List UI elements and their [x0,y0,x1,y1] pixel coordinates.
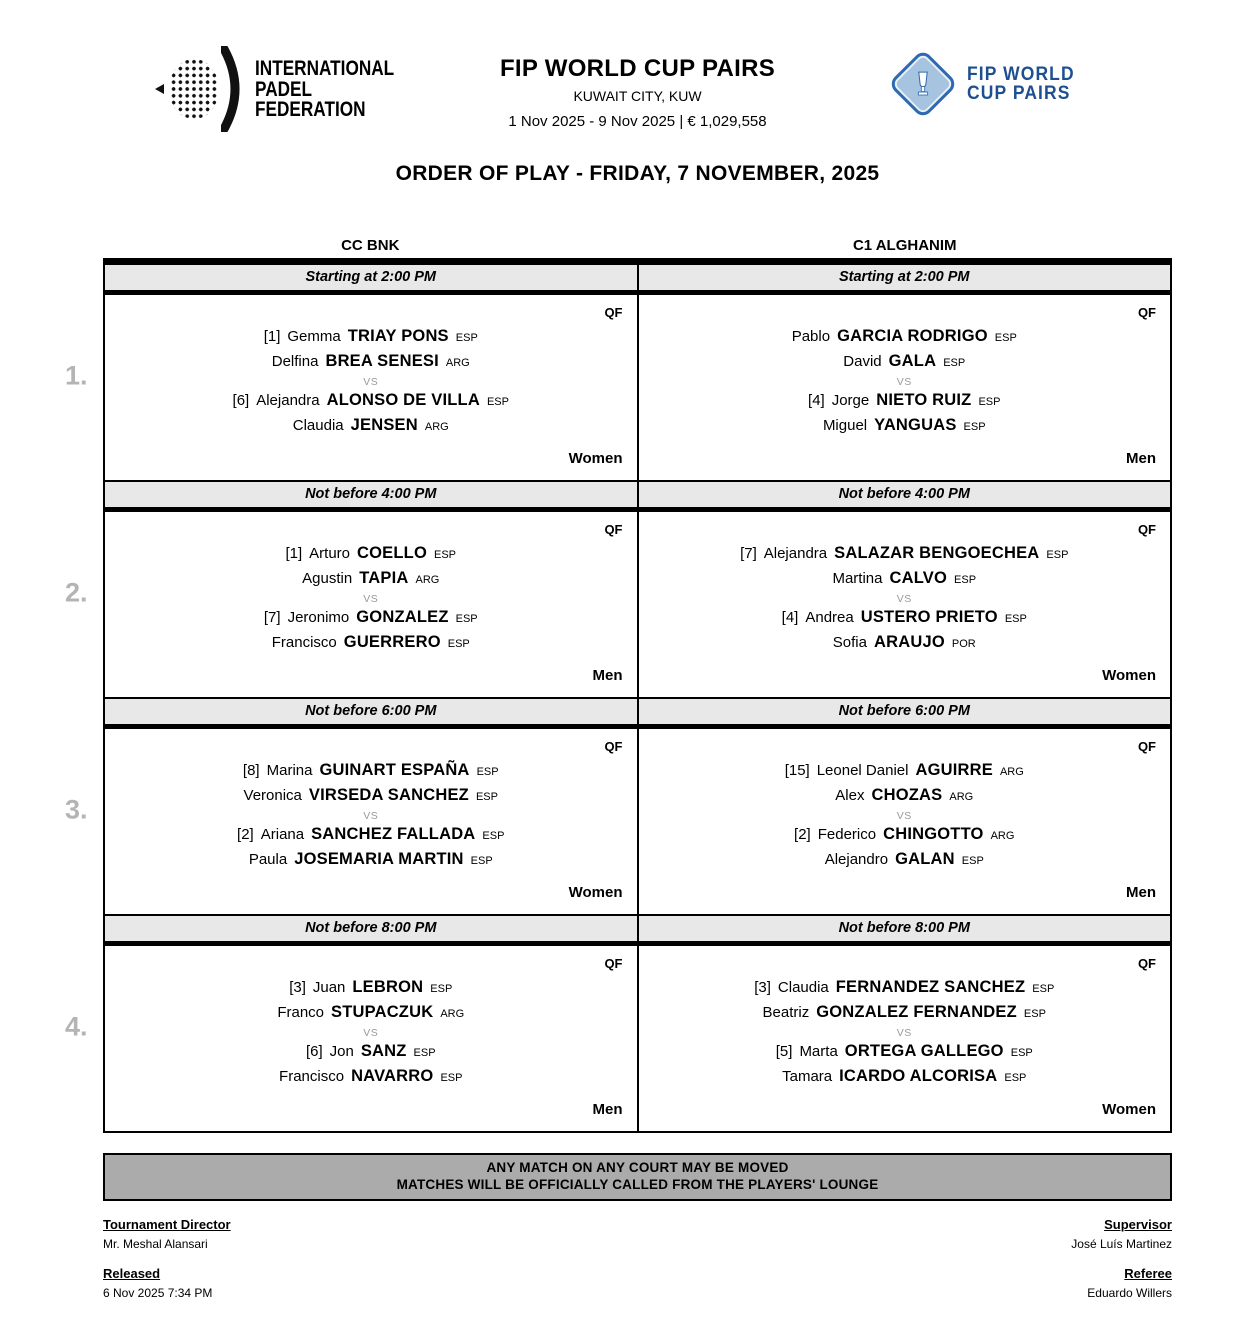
first-name: Marina [266,762,313,779]
category-label: Men [1126,884,1156,901]
last-name: JENSEN [350,416,418,434]
teams [105,748,637,884]
player-line [105,567,637,592]
player-line [105,1040,637,1065]
footer-right [1071,1217,1172,1315]
court-name-left: CC BNK [341,237,400,254]
seed: [7] [740,545,757,562]
vs-label: VS [896,810,912,822]
last-name: COELLO [357,544,427,562]
player-line [105,350,637,375]
last-name: GALAN [895,850,955,868]
time-band [105,480,1170,512]
country-code: ESP [963,421,986,433]
referee-label: Referee [1124,1266,1172,1281]
seed: [2] [794,826,811,843]
country-code: ARG [440,1008,465,1020]
teams [639,748,1171,884]
first-name: Andrea [805,609,854,626]
seed: [7] [263,609,281,626]
last-name: CHOZAS [871,786,943,804]
last-name: JOSEMARIA MARTIN [294,850,464,868]
last-name: VIRSEDA SANCHEZ [308,786,469,804]
country-code: ESP [475,791,498,803]
org-line: FEDERATION [255,97,366,122]
time-label: Not before 8:00 PM [637,916,1171,941]
org-line: PADEL [255,76,313,101]
country-code: POR [951,638,976,650]
first-name: Marta [799,1043,838,1060]
last-name: CHINGOTTO [883,825,984,843]
vs-label: VS [363,376,379,388]
player-line [105,976,637,1001]
last-name: YANGUAS [874,416,957,434]
player-line [639,567,1171,592]
player-line [105,414,637,439]
seed: [6] [305,1043,323,1060]
country-code: ESP [961,855,984,867]
notice-line: ANY MATCH ON ANY COURT MAY BE MOVED [486,1160,789,1175]
seed: [5] [775,1043,793,1060]
country-code: ESP [440,1072,463,1084]
round-label: QF [604,956,623,971]
seed: [1] [285,545,303,562]
last-name: AGUIRRE [915,761,993,779]
notice-bar [103,1153,1172,1201]
first-name: Arturo [309,545,351,562]
match-cell [637,946,1171,1131]
event-logo [891,52,1084,116]
first-name: Franco [277,1004,324,1021]
player-line [105,606,637,631]
tournament-location: KUWAIT CITY, KUW [573,88,702,104]
player-line [639,1040,1171,1065]
supervisor-label: Supervisor [1104,1217,1172,1232]
released-datetime: 6 Nov 2025 7:34 PM [103,1286,213,1300]
round-label: QF [1137,956,1156,971]
first-name: Beatriz [762,1004,810,1021]
player-line [105,1065,637,1090]
event-logo-text [967,65,1075,103]
last-name: ORTEGA GALLEGO [844,1042,1004,1060]
round-label: QF [1137,522,1156,537]
category-label: Men [1126,450,1156,467]
last-name: TAPIA [359,569,409,587]
released-label: Released [103,1266,161,1281]
time-label: Starting at 2:00 PM [305,269,437,285]
seed: [4] [808,392,825,409]
match-row [65,512,1170,697]
vs-label: VS [896,593,912,605]
player-line [105,759,637,784]
country-code: ESP [455,613,478,625]
last-name: SALAZAR BENGOECHEA [834,544,1040,562]
player-line [105,631,637,656]
time-label: Not before 8:00 PM [305,920,437,936]
round-label: QF [604,305,623,320]
first-name: Alejandra [256,392,320,409]
player-line [639,1065,1171,1090]
country-code: ESP [1010,1047,1033,1059]
last-name: FERNANDEZ SANCHEZ [835,978,1026,996]
last-name: NAVARRO [351,1067,434,1085]
country-code: ARG [445,357,470,369]
player-line [639,848,1171,873]
first-name: Jon [329,1043,354,1060]
match-row [65,295,1170,480]
last-name: STUPACZUK [331,1003,434,1021]
supervisor-name: José Luís Martinez [1071,1237,1172,1251]
player-line [639,1001,1171,1026]
player-line [105,784,637,809]
match-row [65,729,1170,914]
first-name: Pablo [791,328,831,345]
tournament-dates-prize: 1 Nov 2025 - 9 Nov 2025 | € 1,029,558 [508,113,767,130]
vs-label: VS [363,810,379,822]
match-cell [105,295,637,480]
country-code: ARG [990,830,1015,842]
first-name: Alejandro [824,851,889,868]
tournament-director-block [103,1217,231,1251]
sheet-content [65,0,1172,1315]
last-name: TRIAY PONS [347,327,449,345]
first-name: Veronica [243,787,302,804]
last-name: GUINART ESPAÑA [319,761,470,779]
country-code: ESP [1046,549,1069,561]
teams [639,531,1171,667]
first-name: Miguel [822,417,868,434]
player-line [639,784,1171,809]
vs-label: VS [896,376,912,388]
country-code: ARG [424,421,449,433]
time-band [105,697,1170,729]
time-band [105,914,1170,946]
slot-number: 4. [65,1011,88,1042]
time-band [105,265,1170,295]
org-line: INTERNATIONAL [255,56,395,81]
match-cell [105,946,637,1131]
first-name: Delfina [271,353,319,370]
seed: [8] [242,762,260,779]
player-line [639,823,1171,848]
seed: [6] [232,392,250,409]
court-name-right: C1 ALGHANIM [852,237,957,254]
match-cell [637,295,1171,480]
player-line [105,848,637,873]
country-code: ARG [949,791,974,803]
time-label: Not before 4:00 PM [305,486,437,502]
category-label: Women [568,884,623,901]
country-code: ARG [415,574,440,586]
diamond-icon [891,52,955,116]
country-code: ESP [482,830,505,842]
round-label: QF [1137,739,1156,754]
teams [105,531,637,667]
seed: [3] [289,979,306,996]
referee-block [1071,1266,1172,1300]
match-cell [637,512,1171,697]
player-line [639,759,1171,784]
player-line [639,976,1171,1001]
seed: [2] [237,826,254,843]
last-name: ICARDO ALCORISA [839,1067,998,1085]
first-name: Claudia [292,417,344,434]
first-name: Francisco [279,1068,345,1085]
player-line [105,542,637,567]
category-label: Women [1102,1101,1156,1118]
player-line [639,542,1171,567]
teams [639,314,1171,450]
slot-number: 3. [65,794,88,825]
player-line [105,823,637,848]
trophy-icon [891,52,955,116]
category-label: Men [592,1101,623,1118]
country-code: ESP [943,357,966,369]
first-name: Leonel Daniel [816,762,909,779]
match-row [65,946,1170,1131]
first-name: Paula [248,851,288,868]
player-line [639,631,1171,656]
supervisor-block [1071,1217,1172,1251]
tournament-title: FIP WORLD CUP PAIRS [499,55,776,82]
footer [103,1217,1172,1315]
first-name: Claudia [777,979,829,996]
match-cell [105,729,637,914]
country-code: ESP [476,766,499,778]
last-name: USTERO PRIETO [860,608,998,626]
last-name: SANZ [360,1042,407,1060]
country-code: ESP [486,396,509,408]
last-name: GALA [888,352,937,370]
vs-label: VS [363,593,379,605]
country-code: ESP [413,1047,436,1059]
category-label: Women [568,450,623,467]
player-line [105,389,637,414]
order-of-play-title: ORDER OF PLAY - FRIDAY, 7 NOVEMBER, 2025 [395,162,880,185]
first-name: Federico [817,826,877,843]
country-code: ESP [455,332,478,344]
country-code: ESP [1023,1008,1046,1020]
player-line [639,350,1171,375]
last-name: ALONSO DE VILLA [326,391,480,409]
teams [105,314,637,450]
player-line [639,325,1171,350]
time-label: Not before 6:00 PM [305,703,437,719]
round-label: QF [604,522,623,537]
last-name: NIETO RUIZ [876,391,972,409]
last-name: SANCHEZ FALLADA [311,825,476,843]
first-name: Jorge [831,392,870,409]
first-name: Alex [835,787,865,804]
event-logo-line: FIP WORLD [966,64,1075,85]
seed: [4] [781,609,799,626]
seed: [3] [754,979,771,996]
country-code: ESP [1032,983,1055,995]
slot-number: 2. [65,577,88,608]
last-name: BREA SENESI [325,352,439,370]
teams [639,965,1171,1101]
notice-line: MATCHES WILL BE OFFICIALLY CALLED FROM THE PLAYERS' LOUNGE [396,1177,879,1192]
match-cell [637,729,1171,914]
schedule-table [65,258,1172,1133]
country-code: ESP [433,549,456,561]
first-name: Sofia [832,634,867,651]
tournament-director-name: Mr. Meshal Alansari [103,1237,208,1251]
tournament-director-label: Tournament Director [103,1217,231,1232]
first-name: Tamara [782,1068,833,1085]
country-code: ARG [999,766,1024,778]
first-name: Martina [832,570,883,587]
country-code: ESP [1004,613,1027,625]
seed: [1] [263,328,281,345]
player-line [639,389,1171,414]
country-code: ESP [447,638,470,650]
court-headers [103,237,1172,254]
referee-name: Eduardo Willers [1087,1286,1172,1300]
first-name: Agustin [302,570,353,587]
last-name: CALVO [889,569,948,587]
round-label: QF [604,739,623,754]
category-label: Men [592,667,623,684]
last-name: GUERRERO [343,633,441,651]
country-code: ESP [994,332,1017,344]
round-label: QF [1137,305,1156,320]
first-name: Jeronimo [287,609,350,626]
player-line [105,325,637,350]
player-line [105,1001,637,1026]
country-code: ESP [470,855,493,867]
player-line [639,606,1171,631]
country-code: ESP [1004,1072,1027,1084]
first-name: Francisco [271,634,337,651]
last-name: GONZALEZ FERNANDEZ [816,1003,1017,1021]
vs-label: VS [363,1027,379,1039]
first-name: David [843,353,882,370]
first-name: Juan [312,979,346,996]
player-line [639,414,1171,439]
footer-left [103,1217,231,1315]
first-name: Gemma [287,328,341,345]
vs-label: VS [896,1027,912,1039]
last-name: GONZALEZ [356,608,449,626]
event-logo-line: CUP PAIRS [966,83,1071,104]
released-block [103,1266,231,1300]
country-code: ESP [978,396,1001,408]
first-name: Ariana [260,826,305,843]
country-code: ESP [954,574,977,586]
last-name: GARCIA RODRIGO [837,327,988,345]
time-label: Starting at 2:00 PM [637,265,1171,290]
seed: [15] [784,762,810,779]
category-label: Women [1102,667,1156,684]
document-header [103,0,1172,162]
match-cell [105,512,637,697]
last-name: LEBRON [352,978,424,996]
slot-number: 1. [65,360,88,391]
time-label: Not before 6:00 PM [637,699,1171,724]
time-label: Not before 4:00 PM [637,482,1171,507]
first-name: Alejandra [763,545,828,562]
teams [105,965,637,1101]
last-name: ARAUJO [873,633,945,651]
country-code: ESP [430,983,453,995]
